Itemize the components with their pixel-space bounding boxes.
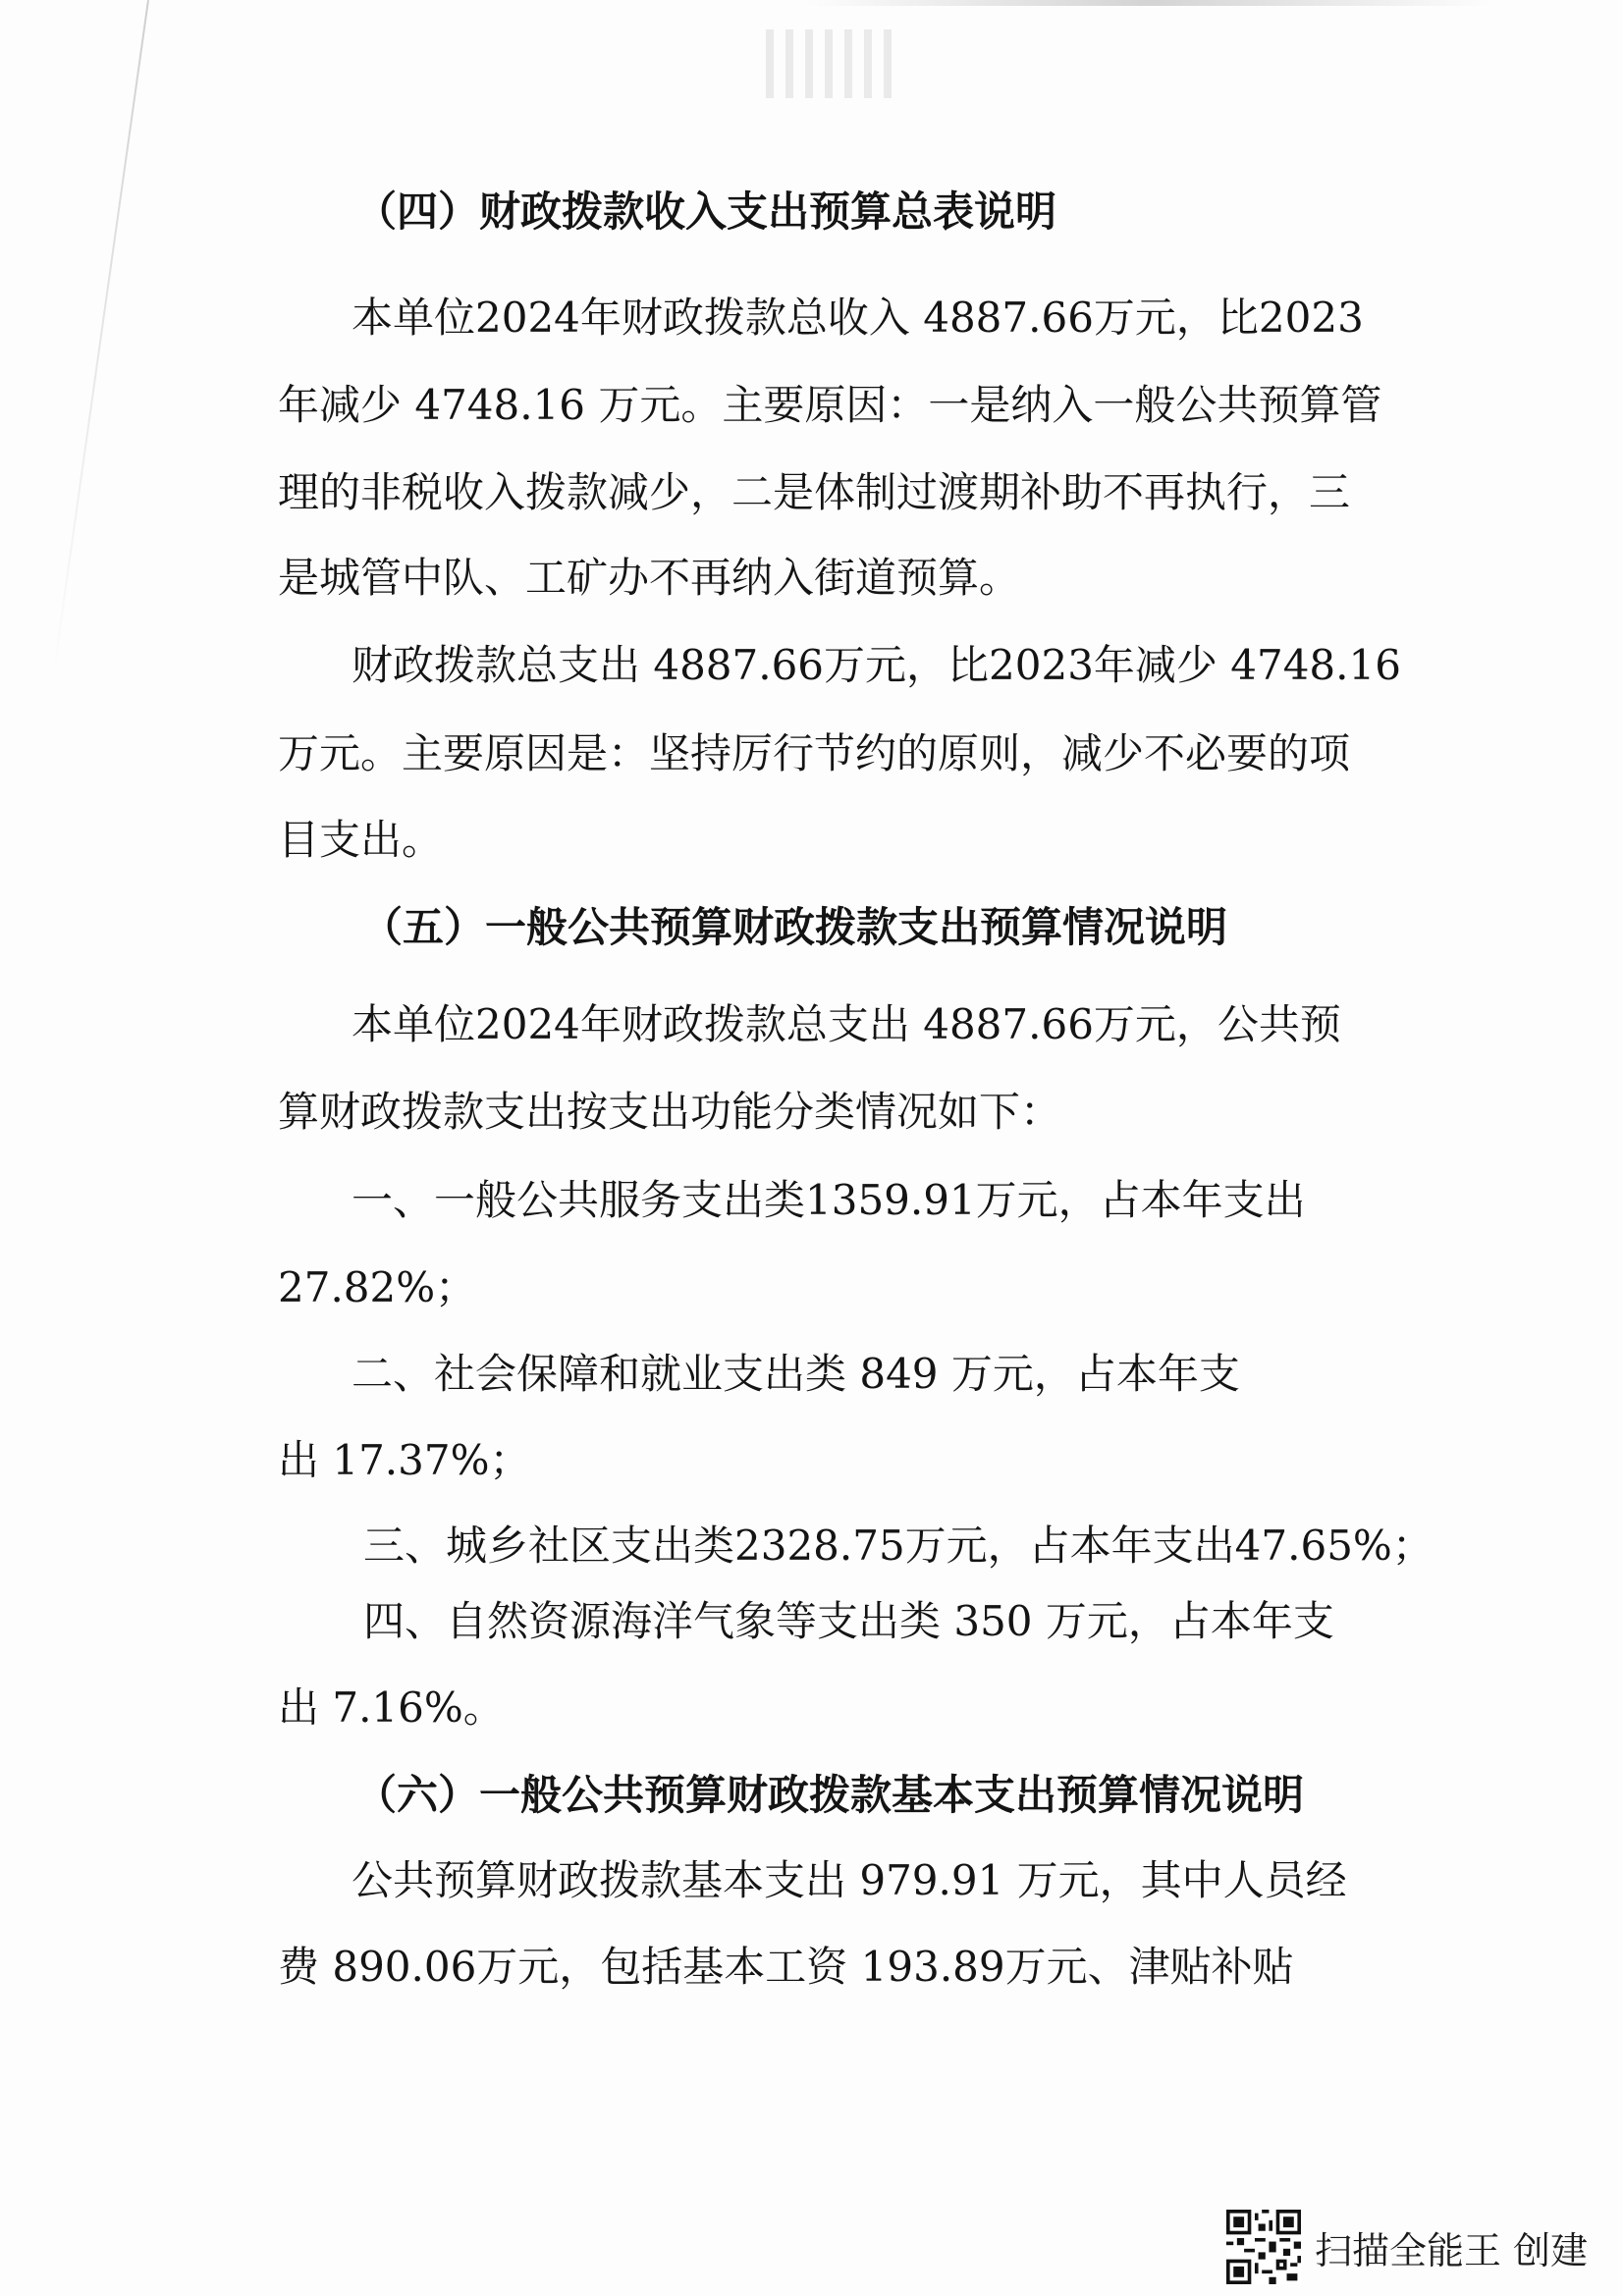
paragraph-line: 万元。主要原因是：坚持厉行节约的原则，减少不必要的项 bbox=[278, 729, 1351, 777]
paragraph-line: 理的非税收入拨款减少，二是体制过渡期补助不再执行，三 bbox=[278, 468, 1351, 516]
paragraph-line: 费 890.06万元，包括基本工资 193.89万元、津贴补贴 bbox=[278, 1943, 1294, 1991]
list-item-line: 出 7.16%。 bbox=[278, 1683, 505, 1732]
qr-code-icon bbox=[1226, 2210, 1301, 2284]
list-item-line: 出 17.37%； bbox=[278, 1436, 531, 1484]
list-item-line: 二、社会保障和就业支出类 849 万元，占本年支 bbox=[352, 1350, 1240, 1398]
paragraph-line: 本单位2024年财政拨款总支出 4887.66万元，公共预 bbox=[352, 1000, 1341, 1048]
watermark-text: 扫描全能王 创建 bbox=[1315, 2228, 1589, 2272]
paragraph-line: 公共预算财政拨款基本支出 979.91 万元，其中人员经 bbox=[352, 1856, 1347, 1904]
heading-section-5: （五）一般公共预算财政拨款支出预算情况说明 bbox=[361, 903, 1228, 951]
list-item-line: 四、自然资源海洋气象等支出类 350 万元，占本年支 bbox=[363, 1597, 1334, 1645]
scan-top-artifact bbox=[805, 0, 1492, 6]
paragraph-line: 目支出。 bbox=[278, 816, 444, 864]
ink-bleed-artifact bbox=[766, 29, 893, 98]
scanner-watermark bbox=[1226, 2207, 1588, 2287]
paragraph-line: 算财政拨款支出按支出功能分类情况如下： bbox=[278, 1088, 1062, 1136]
scan-edge-artifact bbox=[52, 0, 149, 680]
paragraph-line: 年减少 4748.16 万元。主要原因：一是纳入一般公共预算管 bbox=[278, 381, 1382, 429]
list-item-line: 27.82%； bbox=[278, 1263, 477, 1311]
paragraph-line: 财政拨款总支出 4887.66万元，比2023年减少 4748.16 bbox=[352, 641, 1401, 689]
list-item-line: 三、城乡社区支出类2328.75万元，占本年支出47.65%； bbox=[363, 1522, 1434, 1570]
heading-section-4: （四）财政拨款收入支出预算总表说明 bbox=[355, 187, 1057, 236]
paragraph-line: 本单位2024年财政拨款总收入 4887.66万元，比2023 bbox=[352, 294, 1364, 342]
heading-section-6: （六）一般公共预算财政拨款基本支出预算情况说明 bbox=[355, 1771, 1305, 1819]
list-item-line: 一、一般公共服务支出类1359.91万元，占本年支出 bbox=[352, 1176, 1306, 1224]
paragraph-line: 是城管中队、工矿办不再纳入街道预算。 bbox=[278, 554, 1021, 602]
